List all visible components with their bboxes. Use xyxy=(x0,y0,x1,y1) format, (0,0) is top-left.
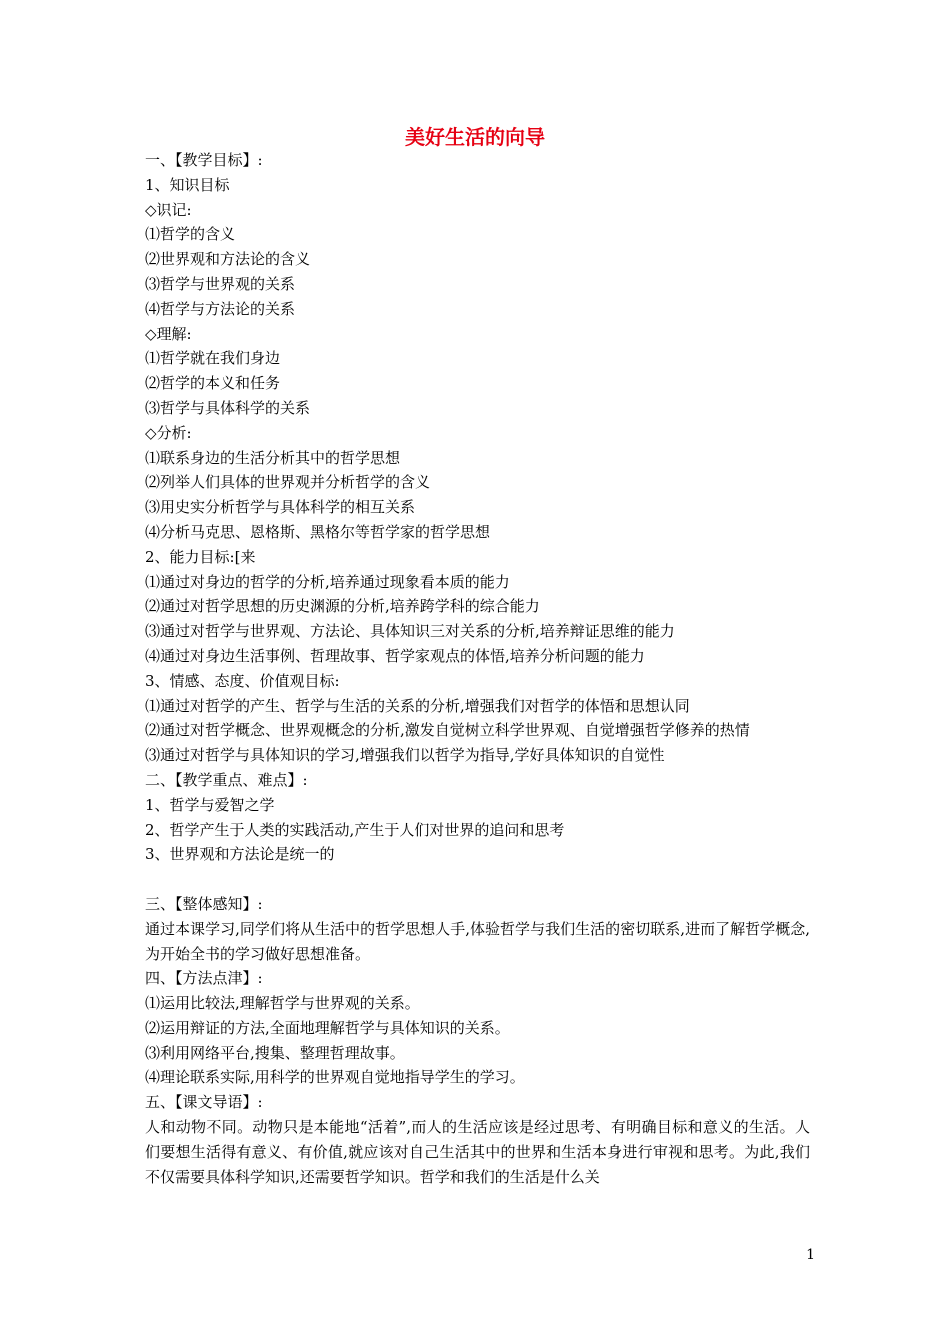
text-line: 2、哲学产生于人类的实践活动,产生于人们对世界的追问和思考 xyxy=(145,820,565,839)
page-number: 1 xyxy=(806,1247,815,1263)
text-line: ◇分析: xyxy=(145,423,192,442)
text-line: 3、情感、态度、价值观目标: xyxy=(145,671,340,690)
document-title: 美好生活的向导 xyxy=(405,125,545,149)
text-line: ⑵运用辩证的方法,全面地理解哲学与具体知识的关系。 xyxy=(145,1018,510,1037)
text-line: 1、哲学与爱智之学 xyxy=(145,795,275,814)
text-line: ⑶用史实分析哲学与具体科学的相互关系 xyxy=(145,498,416,517)
text-line: ⑶哲学与具体科学的关系 xyxy=(145,398,311,417)
text-line: ⑵通过对哲学概念、世界观概念的分析,激发自觉树立科学世界观、自觉增强哲学修养的热情 xyxy=(145,721,750,740)
text-line: 一、【教学目标】: xyxy=(145,151,263,169)
text-line: ⑴联系身边的生活分析其中的哲学思想 xyxy=(145,448,401,467)
blank-line xyxy=(145,867,810,892)
text-line: ⑷理论联系实际,用科学的世界观自觉地指导学生的学习。 xyxy=(145,1068,525,1087)
text-line: 通过本课学习,同学们将从生活中的哲学思想人手,体验哲学与我们生活的密切联系,进而了解哲学概念,为开始全书的学习做好思想准备。 xyxy=(145,919,810,963)
text-line: 三、【整体感知】: xyxy=(145,894,263,913)
text-line: ⑵列举人们具体的世界观并分析哲学的含义 xyxy=(145,473,431,492)
text-line: ⑵通过对哲学思想的历史渊源的分析,培养跨学科的综合能力 xyxy=(145,597,540,616)
text-line: ⑵世界观和方法论的含义 xyxy=(145,250,311,269)
text-line: ⑷分析马克思、恩格斯、黑格尔等哲学家的哲学思想 xyxy=(145,522,491,541)
text-line: ⑴运用比较法,理解哲学与世界观的关系。 xyxy=(145,994,420,1013)
text-line: ⑴哲学的含义 xyxy=(145,225,236,244)
text-line: 五、【课文导语】: xyxy=(145,1093,263,1112)
text-line: ⑴通过对哲学的产生、哲学与生活的关系的分析,增强我们对哲学的体悟和思想认同 xyxy=(145,696,690,715)
text-line: ⑶哲学与世界观的关系 xyxy=(145,274,296,293)
text-line: 四、【方法点津】: xyxy=(145,969,263,988)
text-line: ◇理解: xyxy=(145,324,192,343)
text-line: 2、能力目标:[来 xyxy=(145,547,256,566)
text-line: ◇识记: xyxy=(145,200,192,219)
text-line: ⑵哲学的本义和任务 xyxy=(145,374,281,393)
text-line: ⑶利用网络平台,搜集、整理哲理故事。 xyxy=(145,1043,405,1062)
text-line: ⑷通过对身边生活事例、哲理故事、哲学家观点的体悟,培养分析问题的能力 xyxy=(145,646,645,665)
text-line: ⑶通过对哲学与世界观、方法论、具体知识三对关系的分析,培养辩证思维的能力 xyxy=(145,622,675,641)
text-line: ⑷哲学与方法论的关系 xyxy=(145,299,296,318)
text-line: 人和动物不同。动物只是本能地“活着”,而人的生活应该是经过思考、有明确目标和意义的生活。人们要想生活得有意义、有价值,就应该对自己生活其中的世界和生活本身进行审视和思考。为此,我们不仅需要具体科学知识,还需要哲学知识。哲学和我们的生活是什么关 xyxy=(145,1118,810,1186)
text-line: ⑴通过对身边的哲学的分析,培养通过现象看本质的能力 xyxy=(145,572,510,591)
text-line: ⑴哲学就在我们身边 xyxy=(145,349,281,368)
text-line: 二、【教学重点、难点】: xyxy=(145,770,308,789)
text-line: 1、知识目标 xyxy=(145,175,230,194)
document-body xyxy=(145,148,810,1189)
text-line: 3、世界观和方法论是统一的 xyxy=(145,845,335,864)
text-line: ⑶通过对哲学与具体知识的学习,增强我们以哲学为指导,学好具体知识的自觉性 xyxy=(145,746,665,765)
